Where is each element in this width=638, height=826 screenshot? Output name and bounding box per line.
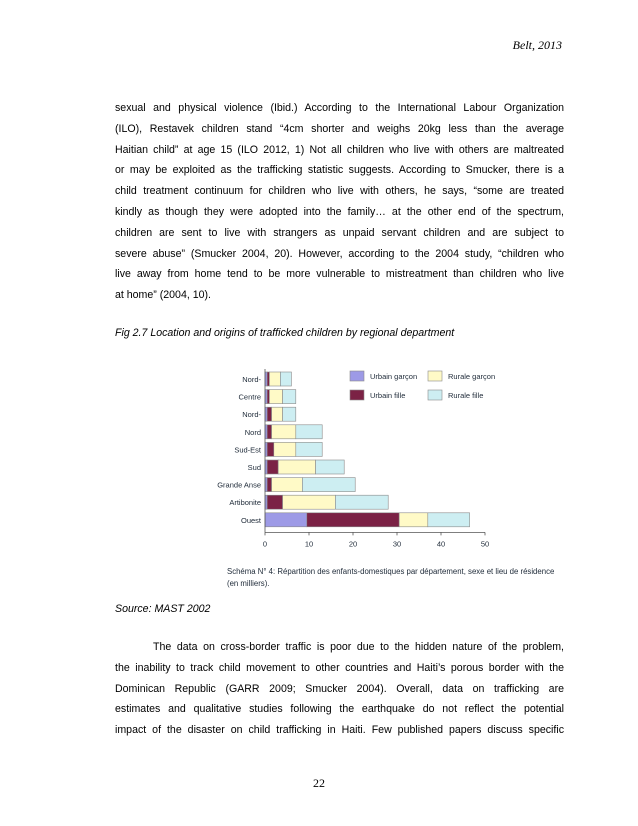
x-tick-label: 50 [480,539,490,549]
bar-segment [267,407,271,421]
text-line: Dominican Republic (GARR 2009; Smucker 2004). Overall, data on trafficking are [115,682,564,695]
x-tick-label: 40 [436,539,446,549]
category-label: Nord [244,427,261,437]
bar-segment [278,460,315,474]
text-line: the inability to track child movement to other countries and Haiti’s porous border with the [115,661,564,674]
bar-segment [267,460,278,474]
figure-source: Source: MAST 2002 [115,603,211,615]
bar-segment [265,513,307,527]
bar-segment [280,372,291,386]
running-head: Belt, 2013 [512,38,562,52]
body-paragraph-2 [115,637,564,741]
legend-label: Rurale garçon [448,372,496,381]
text-line: or may be exploited as the trafficking statistic suggests. According to Smucker, there is a [115,164,564,177]
page-number: 22 [313,776,325,790]
bar-segment [302,478,355,492]
text-line: The data on cross-border traffic is poor due to the hidden nature of the problem, [153,641,564,653]
bar-segment [283,390,296,404]
text-line: estimates and qualitative studies following the earthquake do not reflect the potential [115,703,564,716]
legend-label: Urbain fille [370,391,406,400]
legend-label: Urbain garçon [370,372,418,381]
text-line: at home” (2004, 10). [115,289,211,302]
legend-swatch [428,371,442,381]
bar-segment [269,390,282,404]
x-tick-label: 10 [304,539,314,549]
category-label: Sud-Est [234,445,261,455]
legend-swatch [428,390,442,400]
category-label: Nord- [242,410,261,420]
category-label: Centre [238,392,261,402]
category-label: Sud [247,463,261,472]
bar-segment [335,495,388,509]
body-paragraph-1 [115,98,564,306]
bar-segment [267,425,271,439]
text-line: sexual and physical violence (Ibid.) According to the International Labour Organization [115,102,564,114]
text-line: Haitian child” at age 15 (ILO 2012, 1) Not all children who live with others are maltreated [115,143,564,156]
category-label: Artibonite [229,498,261,508]
bar-segment [272,407,283,421]
bar-segment [267,478,271,492]
legend [350,371,495,400]
bar-segment [274,442,296,456]
text-line: impact of the disaster on child trafficking in Haiti. Few published papers discuss specific [115,724,564,737]
text-line: kindly as though they were adopted into the family… at the other end of the spectrum, [115,205,564,218]
bar-segment [399,513,428,527]
text-line: severe abuse” (Smucker 2004, 20). However, according to the 2004 study, “children who [115,247,564,260]
bar-segment [296,442,322,456]
bar-segment [272,425,296,439]
bar-segment [296,425,322,439]
category-label: Ouest [240,515,261,525]
figure-caption: Fig 2.7 Location and origins of trafficked children by regional department [115,327,455,339]
category-label: Grande Anse [217,480,261,490]
x-tick-label: 0 [262,539,268,549]
category-labels [217,375,262,525]
text-line: live away from home tend to be more vulnerable to mistreatment than children who live [115,268,564,281]
stacked-bar-chart [195,362,515,562]
text-line: (ILO), Restavek children stand “4cm shorter and weighs 20kg less than the average [115,122,564,135]
x-tick-label: 20 [348,539,358,549]
bar-segment [269,372,280,386]
legend-label: Rurale fille [448,391,484,400]
bar-segment [267,372,269,386]
schema-caption: Schéma N° 4: Répartition des enfants-domestiques par département, sexe et lieu de résidence (en milliers). [227,567,555,588]
bar-segment [267,442,274,456]
category-label: Nord- [242,375,261,384]
bar-segment [267,495,282,509]
x-tick-label: 30 [392,539,402,549]
bar-segment [283,495,336,509]
text-line: children are sent to live with strangers as unpaid servant children and are subject to [115,226,564,239]
bar-segment [316,460,345,474]
text-line: child treatment continuum for children who live with others, he says, “some are treated [115,185,564,198]
bar-segment [283,407,296,421]
bar-segment [428,513,470,527]
legend-swatch [350,390,364,400]
legend-swatch [350,371,364,381]
bar-segment [267,390,269,404]
bar-segment [307,513,399,527]
bar-segment [272,478,303,492]
